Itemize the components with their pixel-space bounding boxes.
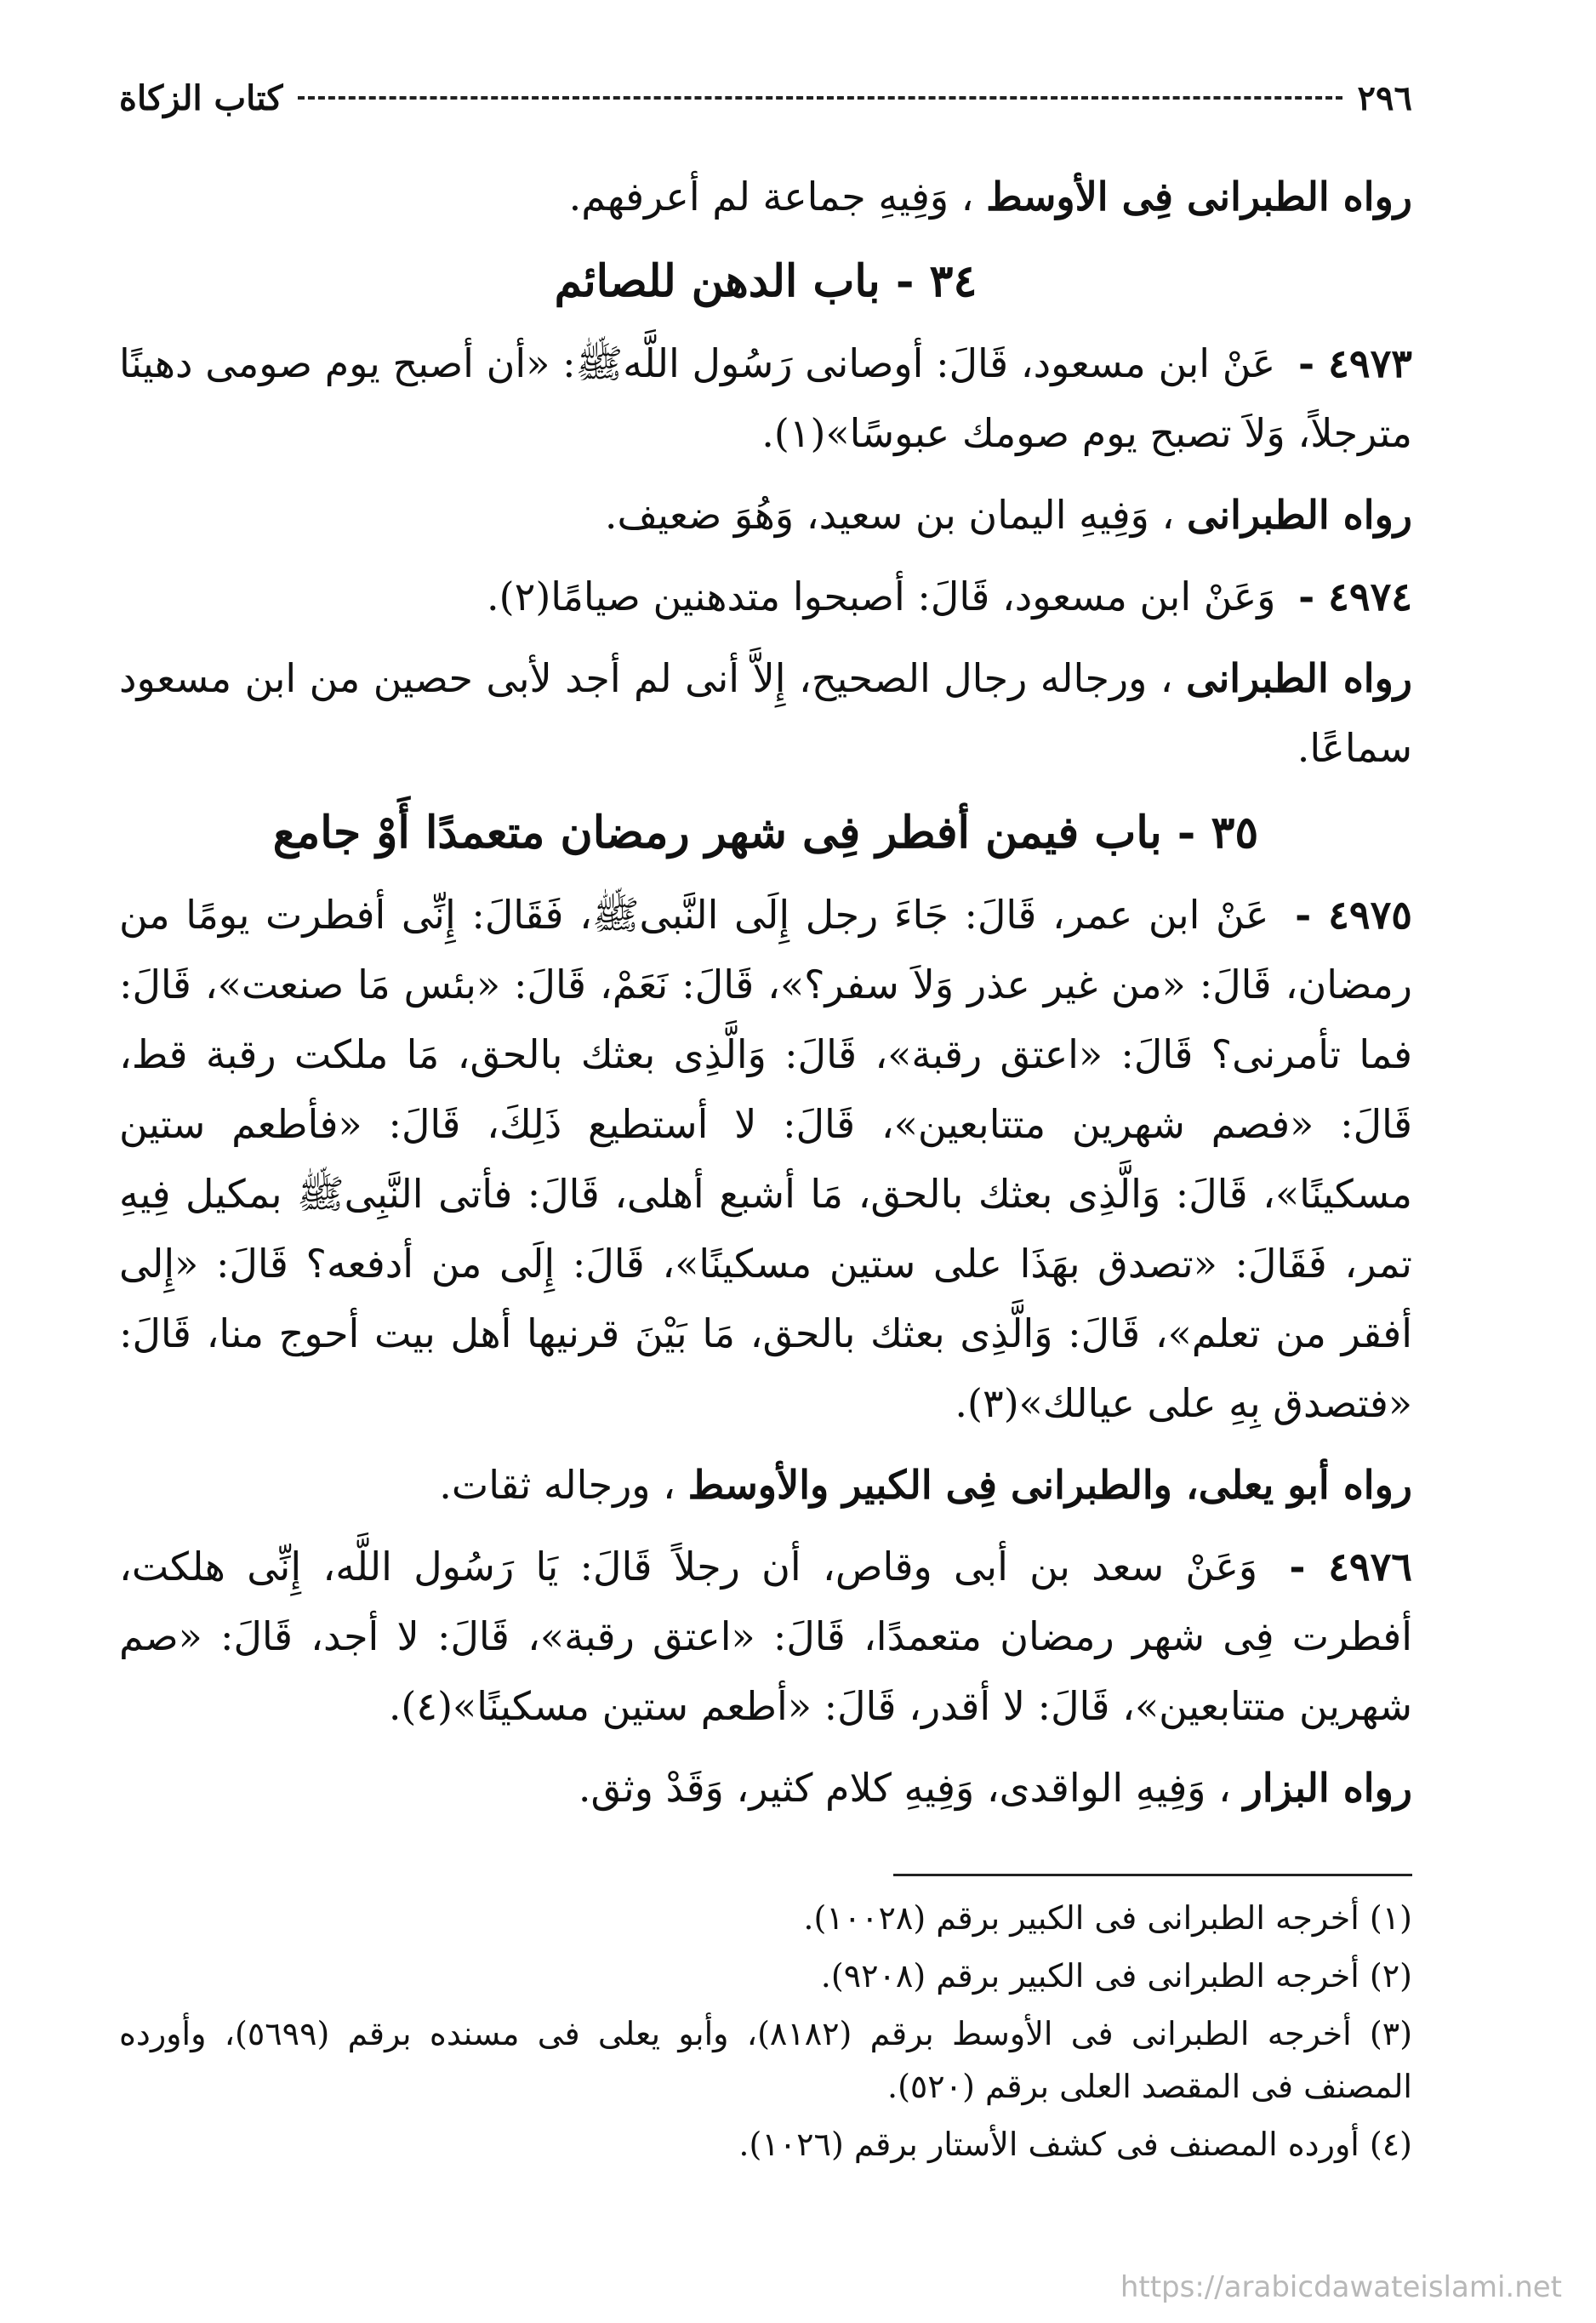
hadith-text: وَعَنْ ابن مسعود، قَالَ: أصبحوا متدهنين صيامًا(٢). bbox=[487, 574, 1276, 619]
header-divider bbox=[298, 96, 1342, 100]
narration-line bbox=[119, 643, 1412, 783]
book-title: كتاب الزكاة bbox=[119, 77, 283, 118]
narration-line bbox=[119, 1753, 1412, 1823]
source-note: ، وَفِيهِ اليمان بن سعيد، وَهُوَ ضعيف. bbox=[604, 492, 1175, 538]
hadith-number: ٤٩٧٣ - bbox=[1297, 340, 1412, 386]
page-number: ٢٩٦ bbox=[1357, 77, 1412, 118]
chapter-heading-34: ٣٤ - باب الدهن للصائم bbox=[554, 255, 978, 307]
hadith-number: ٤٩٧٥ - bbox=[1295, 892, 1412, 938]
footnote-1: (١) أخرجه الطبرانى فى الكبير برقم (١٠٠٢٨). bbox=[803, 1899, 1412, 1937]
footnote-4: (٤) أورده المصنف فى كشف الأستار برقم (١٠٢٦). bbox=[738, 2126, 1412, 2163]
footnote-divider bbox=[893, 1874, 1412, 1876]
source-label: رواه الطبرانى bbox=[1186, 655, 1412, 701]
source-label: رواه الطبرانى bbox=[1186, 492, 1412, 538]
footnote-3: (٣) أخرجه الطبرانى فى الأوسط برقم (٨١٨٢)، وأبو يعلى فى مسنده برقم (٥٦٩٩)، وأورده المصنف فى المقصد العلى برقم (٥٢٠). bbox=[119, 2015, 1413, 2105]
source-label: رواه أبو يعلى، والطبرانى فِى الكبير والأوسط bbox=[687, 1462, 1412, 1508]
chapter-heading-35: ٣٥ - باب فيمن أفطر فِى شهر رمضان متعمدًا أَوْ جامع bbox=[272, 807, 1259, 859]
source-note: ، ورجاله رجال الصحيح، إِلاَّ أنى لم أجد لأبى حصين من ابن مسعود سماعًا. bbox=[119, 655, 1412, 771]
hadith-4974 bbox=[119, 562, 1412, 631]
hadith-4975 bbox=[119, 880, 1412, 1438]
source-label: رواه البزار bbox=[1243, 1765, 1412, 1811]
hadith-number: ٤٩٧٤ - bbox=[1298, 574, 1412, 619]
hadith-text: عَنْ ابن عمر، قَالَ: جَاءَ رجل إِلَى النَّبىﷺ، فَقَالَ: إِنِّى أفطرت يومًا من رمضان، قَالَ: «من غير عذر وَلاَ سفر؟»، قَالَ: نَعَمْ، قَالَ: «بئس مَا صنعت»، قَالَ: فما تأمرنى؟ قَالَ: «اعتق رقبة»، قَالَ: وَالَّذِى بعثك بالحق، مَا ملكت رقبة قط، قَالَ: «فصم شهرين متتابعين»، قَالَ: لا أستطيع ذَلِكَ، قَالَ: «فأطعم ستين مسكينًا»، قَالَ: وَالَّذِى بعثك بالحق، مَا أشبع أهلى، قَالَ: فأتى النَّبِىﷺ بمكيل فِيهِ تمر، فَقَالَ: «تصدق بهَذَا على ستين مسكينًا»، قَالَ: إِلَى من أدفعه؟ قَالَ: «إِلى أفقر من تعلم»، قَالَ: وَالَّذِى بعثك بالحق، مَا بَيْنَ قرنيها أهل بيت أحوج منا، قَالَ: «فتصدق بِهِ على عيالك»(٣). bbox=[119, 892, 1412, 1426]
page-header bbox=[119, 68, 1412, 128]
hadith-4973 bbox=[119, 328, 1412, 468]
book-page bbox=[119, 68, 1412, 2280]
source-note: ، وَفِيهِ الواقدى، وَفِيهِ كلام كثير، وَقَدْ وثق. bbox=[578, 1765, 1231, 1811]
source-label: رواه الطبرانى فِى الأوسط bbox=[986, 174, 1412, 220]
narration-line bbox=[119, 162, 1412, 231]
hadith-text: وَعَنْ سعد بن أبى وقاص، أن رجلاً قَالَ: يَا رَسُول اللَّه، إِنِّى هلكت، أفطرت فِى شهر رمضان متعمدًا، قَالَ: «اعتق رقبة»، قَالَ: لا أجد، قَالَ: «صم شهرين متتابعين»، قَالَ: لا أقدر، قَالَ: «أطعم ستين مسكينًا»(٤). bbox=[119, 1544, 1412, 1729]
footnote-2: (٢) أخرجه الطبرانى فى الكبير برقم (٩٢٠٨). bbox=[820, 1957, 1412, 1995]
narration-line bbox=[119, 1450, 1412, 1520]
hadith-number: ٤٩٧٦ - bbox=[1289, 1544, 1413, 1590]
page-body bbox=[119, 162, 1412, 2176]
source-note: ، ورجاله ثقات. bbox=[439, 1462, 675, 1508]
hadith-4976 bbox=[119, 1532, 1412, 1741]
hadith-text: عَنْ ابن مسعود، قَالَ: أوصانى رَسُول اللَّهﷺ: «أن أصبح يوم صومى دهينًا مترجلاً، وَلاَ تصبح يوم صومك عبوسًا»(١). bbox=[119, 340, 1412, 456]
source-note: ، وَفِيهِ جماعة لم أعرفهم. bbox=[568, 174, 974, 220]
narration-line bbox=[119, 480, 1412, 550]
watermark: https://arabicdawateislami.net bbox=[1120, 2270, 1562, 2304]
